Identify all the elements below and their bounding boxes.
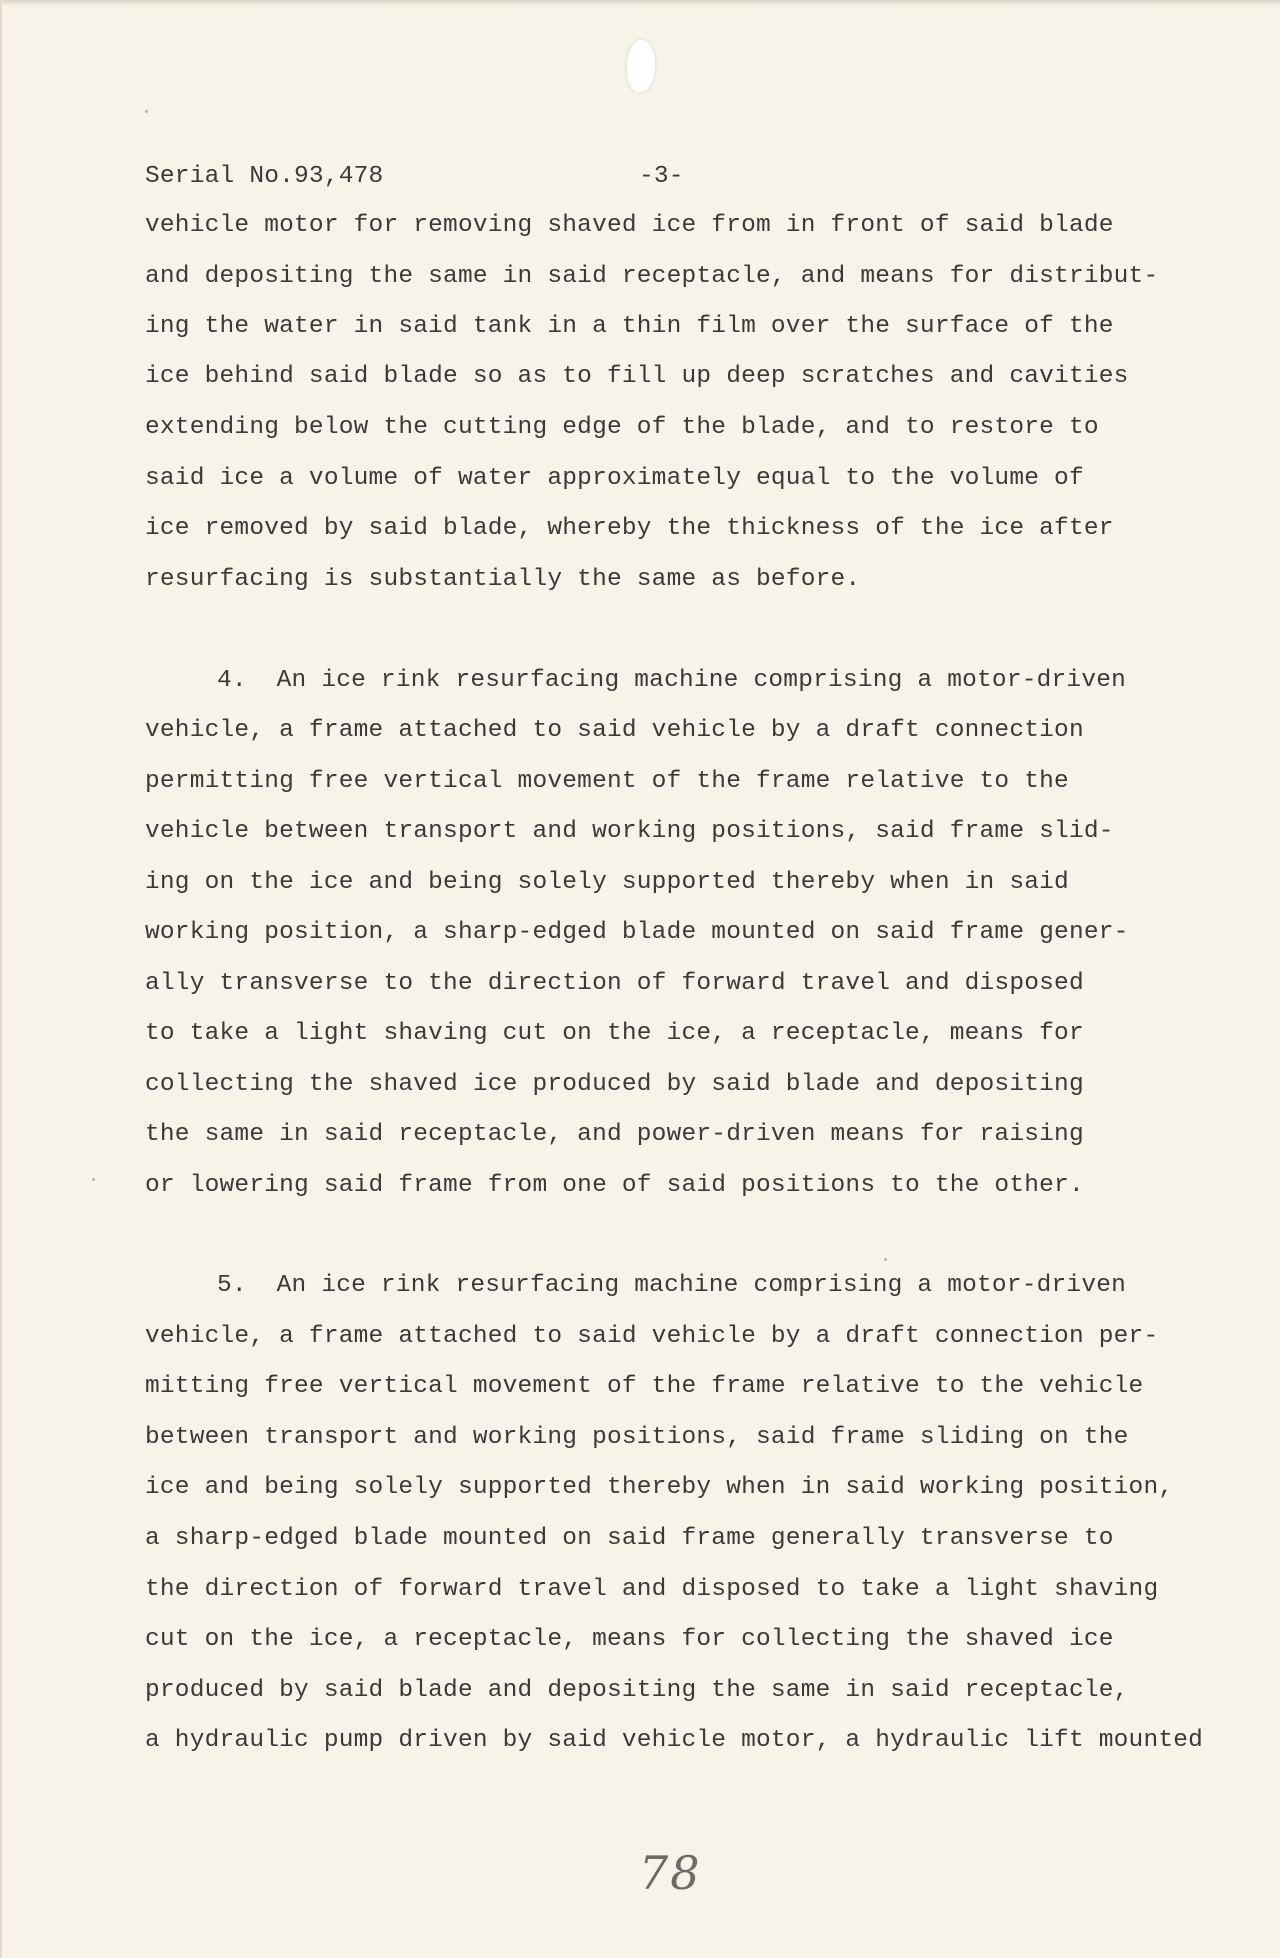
text-line: ing on the ice and being solely supported thereby when in said [145, 869, 1069, 896]
text-line: ally transverse to the direction of forward travel and disposed [145, 970, 1084, 997]
text-line: vehicle, a frame attached to said vehicle by a draft connection [145, 717, 1084, 744]
text-line: ice and being solely supported thereby when in said working position, [145, 1474, 1174, 1501]
text-line: and depositing the same in said receptacle, and means for distribut- [145, 263, 1159, 290]
serial-number: Serial No.93,478 [145, 163, 384, 190]
text-line: vehicle motor for removing shaved ice from in front of said blade [145, 212, 1114, 239]
text-line: between transport and working positions, said frame sliding on the [145, 1424, 1129, 1451]
claim-4-text: 4. An ice rink resurfacing machine comprising a motor-driven [217, 667, 1127, 694]
text-line: said ice a volume of water approximately equal to the volume of [145, 465, 1084, 492]
page-number: -3- [639, 163, 684, 190]
text-line: resurfacing is substantially the same as before. [145, 566, 861, 593]
text-line: vehicle between transport and working positions, said frame slid- [145, 818, 1114, 845]
text-line: the same in said receptacle, and power-driven means for raising [145, 1121, 1084, 1148]
text-line: or lowering said frame from one of said positions to the other. [145, 1172, 1084, 1199]
text-line: working position, a sharp-edged blade mounted on said frame gener- [145, 919, 1129, 946]
page-top-edge [2, 0, 1280, 6]
paper-speck [145, 110, 148, 113]
text-line: ice removed by said blade, whereby the thickness of the ice after [145, 515, 1114, 542]
claim-4-first-line [145, 669, 1126, 694]
paper-speck [92, 1178, 95, 1181]
text-line: the direction of forward travel and disposed to take a light shaving [145, 1576, 1159, 1603]
text-line: mitting free vertical movement of the frame relative to the vehicle [145, 1373, 1144, 1400]
text-line: cut on the ice, a receptacle, means for collecting the shaved ice [145, 1626, 1114, 1653]
text-line: collecting the shaved ice produced by said blade and depositing [145, 1071, 1084, 1098]
claim-5-text: 5. An ice rink resurfacing machine comprising a motor-driven [217, 1272, 1127, 1299]
text-line: ing the water in said tank in a thin film over the surface of the [145, 313, 1114, 340]
text-line: a sharp-edged blade mounted on said frame generally transverse to [145, 1525, 1114, 1552]
text-line: a hydraulic pump driven by said vehicle motor, a hydraulic lift mounted [145, 1727, 1204, 1754]
text-line: vehicle, a frame attached to said vehicle by a draft connection per- [145, 1323, 1159, 1350]
text-line: ice behind said blade so as to fill up deep scratches and cavities [145, 363, 1129, 390]
text-line: permitting free vertical movement of the frame relative to the [145, 768, 1069, 795]
handwritten-page-note: 78 [639, 1846, 702, 1900]
text-line: produced by said blade and depositing the same in said receptacle, [145, 1677, 1129, 1704]
claim-5-first-line [145, 1274, 1126, 1299]
text-line: to take a light shaving cut on the ice, a receptacle, means for [145, 1020, 1084, 1047]
punch-hole [627, 40, 655, 92]
text-line: extending below the cutting edge of the blade, and to restore to [145, 414, 1099, 441]
paper-speck [884, 1258, 887, 1261]
